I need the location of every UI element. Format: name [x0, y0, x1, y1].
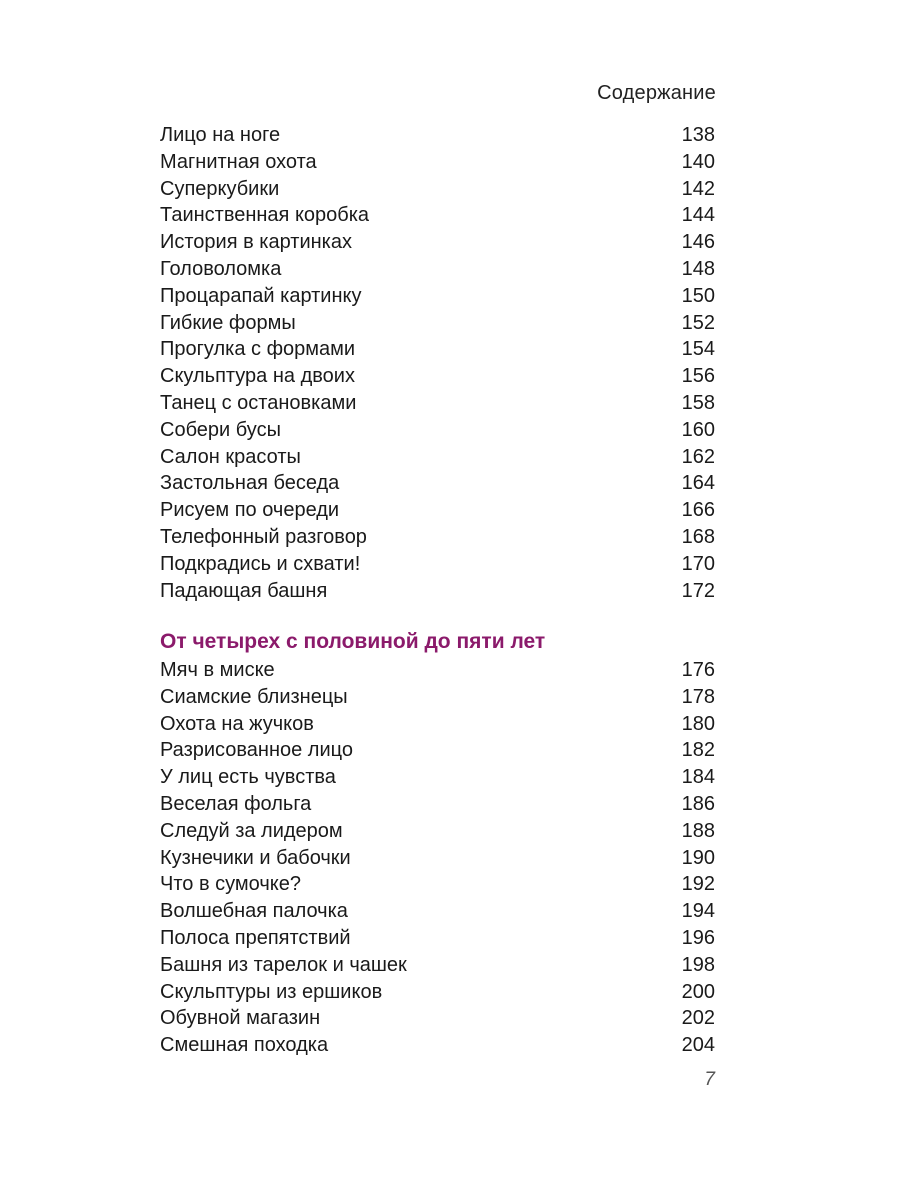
- toc-entry[interactable]: [160, 417, 715, 444]
- toc-entry[interactable]: [160, 818, 715, 845]
- toc-entry-title: Рисуем по очереди: [160, 499, 340, 522]
- toc-entry-page: 180: [681, 712, 715, 735]
- toc-entry[interactable]: [160, 229, 715, 256]
- toc-entry-page: 184: [681, 766, 715, 789]
- toc-entry-title: Телефонный разговор: [160, 525, 367, 548]
- toc-entry-page: 164: [681, 472, 715, 495]
- toc-entry[interactable]: [160, 524, 715, 551]
- toc-entry-page: 154: [681, 338, 715, 361]
- toc-entry[interactable]: [160, 952, 715, 979]
- toc-entry[interactable]: [160, 310, 715, 337]
- toc-entry-page: 152: [681, 311, 715, 334]
- toc-entry[interactable]: [160, 336, 715, 363]
- toc-entry-title: Следуй за лидером: [160, 819, 343, 842]
- toc-entry-page: 158: [681, 391, 715, 414]
- toc-entry[interactable]: [160, 871, 715, 898]
- toc-entry-page: 140: [681, 150, 715, 173]
- toc-entry-title: Лицо на ноге: [160, 124, 281, 146]
- toc-entry[interactable]: [160, 791, 715, 818]
- toc-entry-title: Скульптуры из ершиков: [160, 980, 383, 1003]
- toc-entry-title: История в картинках: [160, 231, 352, 254]
- toc-entry-title: Танец с остановками: [160, 391, 357, 414]
- toc-entry-page: 198: [681, 953, 715, 976]
- toc-entry-page: 138: [681, 124, 715, 146]
- toc-entry[interactable]: [160, 711, 715, 738]
- toc-entry[interactable]: [160, 657, 715, 684]
- toc-entry[interactable]: [160, 444, 715, 471]
- toc-entry[interactable]: [160, 551, 715, 578]
- toc-entry[interactable]: [160, 283, 715, 310]
- toc-entry[interactable]: [160, 925, 715, 952]
- toc-entry-title: Веселая фольга: [160, 792, 312, 815]
- toc-entry-title: Скульптура на двоих: [160, 365, 355, 388]
- toc-entry[interactable]: [160, 845, 715, 872]
- toc-entry-title: Гибкие формы: [160, 311, 296, 334]
- toc-entry-title: Мяч в миске: [160, 659, 275, 681]
- toc-entry-title: Магнитная охота: [160, 150, 317, 173]
- toc-entry-page: 182: [681, 739, 715, 762]
- toc-entry[interactable]: [160, 1005, 715, 1032]
- toc-entry-title: Кузнечики и бабочки: [160, 846, 351, 869]
- toc-entry-title: Головоломка: [160, 257, 282, 280]
- toc-entry-page: 162: [681, 445, 715, 468]
- toc-entry-page: 156: [681, 365, 715, 388]
- toc-entry[interactable]: [160, 497, 715, 524]
- toc-entry-page: 150: [681, 284, 715, 307]
- toc-entry[interactable]: [160, 122, 715, 149]
- toc-entry-title: Полоса препятствий: [160, 926, 351, 949]
- toc-entry[interactable]: [160, 578, 715, 605]
- toc-entry[interactable]: [160, 256, 715, 283]
- toc-entry-title: Прогулка с формами: [160, 338, 356, 361]
- toc-entry[interactable]: [160, 684, 715, 711]
- toc-entry-title: Падающая башня: [160, 579, 328, 602]
- toc-entry-title: Разрисованное лицо: [160, 739, 353, 762]
- toc-entry-title: Процарапай картинку: [160, 284, 362, 307]
- toc-entry-page: 168: [681, 525, 715, 548]
- running-header: Содержание: [597, 82, 716, 104]
- toc-entry[interactable]: [160, 390, 715, 417]
- toc-entry[interactable]: [160, 737, 715, 764]
- toc-entry-page: 178: [681, 685, 715, 708]
- toc-entry-page: 196: [681, 926, 715, 949]
- toc-entry[interactable]: [160, 149, 715, 176]
- toc-entry[interactable]: [160, 898, 715, 925]
- toc-entry-page: 146: [681, 231, 715, 254]
- toc-entry[interactable]: [160, 470, 715, 497]
- toc-entry-title: Волшебная палочка: [160, 900, 348, 923]
- toc-entry-page: 144: [681, 204, 715, 227]
- toc-entry-page: 160: [681, 418, 715, 441]
- toc-entry[interactable]: [160, 202, 715, 229]
- toc-entry-title: Салон красоты: [160, 445, 301, 468]
- toc-entry-page: 200: [681, 980, 715, 1003]
- toc-entry-page: 188: [681, 819, 715, 842]
- toc-list-second: [160, 657, 715, 1059]
- toc-entry[interactable]: [160, 176, 715, 203]
- toc-entry-page: 170: [681, 552, 715, 575]
- toc-entry-page: 186: [681, 792, 715, 815]
- toc-entry-title: Таинственная коробка: [160, 204, 370, 227]
- toc-entry-title: Сиамские близнецы: [160, 685, 348, 708]
- toc-entry-title: Собери бусы: [160, 418, 281, 441]
- toc-entry[interactable]: [160, 363, 715, 390]
- section-heading: От четырех с половиной до пяти лет: [160, 630, 546, 653]
- toc-entry[interactable]: [160, 764, 715, 791]
- toc-entry-title: Застольная беседа: [160, 472, 340, 495]
- toc-entry[interactable]: [160, 979, 715, 1006]
- toc-entry-page: 190: [681, 846, 715, 869]
- page-number: 7: [704, 1069, 715, 1090]
- toc-entry-page: 176: [681, 659, 715, 681]
- toc-entry-title: Суперкубики: [160, 177, 280, 200]
- toc-entry-page: 192: [681, 873, 715, 896]
- toc-entry-title: Обувной магазин: [160, 1007, 321, 1030]
- toc-entry-page: 204: [681, 1034, 715, 1057]
- toc-entry-page: 194: [681, 900, 715, 923]
- toc-entry-page: 202: [681, 1007, 715, 1030]
- toc-entry-page: 148: [681, 257, 715, 280]
- toc-entry-title: У лиц есть чувства: [160, 766, 336, 789]
- toc-entry-title: Смешная походка: [160, 1034, 329, 1057]
- toc-entry-title: Башня из тарелок и чашек: [160, 953, 407, 976]
- toc-entry-page: 172: [681, 579, 715, 602]
- toc-entry-page: 166: [681, 499, 715, 522]
- toc-entry-title: Подкрадись и схвати!: [160, 552, 361, 575]
- toc-entry-title: Охота на жучков: [160, 712, 314, 735]
- toc-list-first: [160, 122, 715, 604]
- toc-entry-title: Что в сумочке?: [160, 873, 301, 896]
- toc-entry[interactable]: [160, 1032, 715, 1059]
- toc-entry-page: 142: [681, 177, 715, 200]
